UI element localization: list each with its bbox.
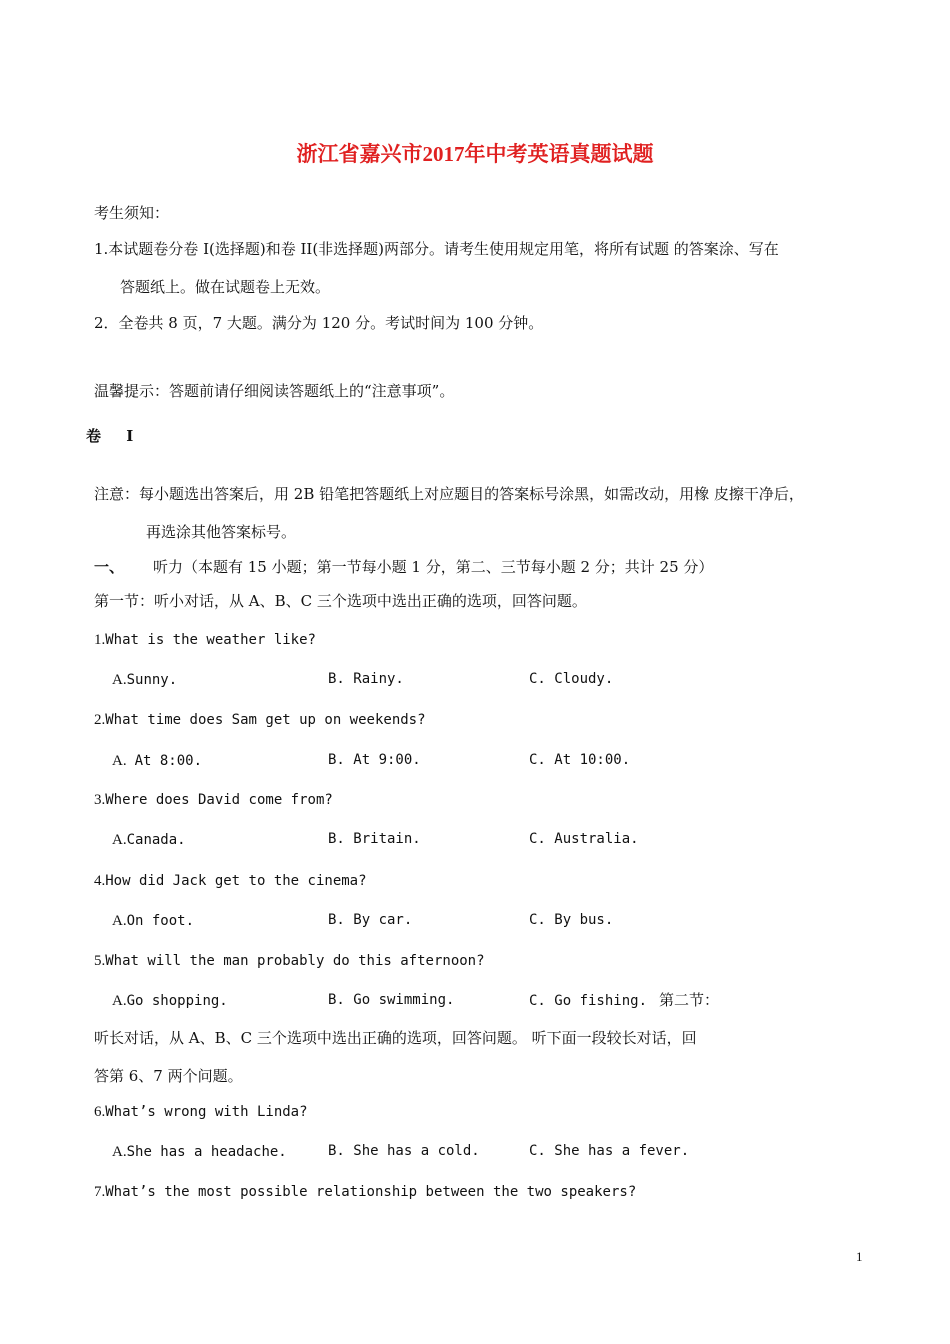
option-a: A. At 8:00. bbox=[112, 753, 203, 769]
option-c: C. Australia. bbox=[529, 831, 639, 847]
tip-text: 温馨提示：答题前请仔细阅读答题纸上的“注意事项”。 bbox=[94, 382, 455, 400]
option-b: B. By car. bbox=[328, 912, 413, 928]
question-text: What’s the most possible relationship between the two speakers? bbox=[105, 1184, 637, 1200]
section-number: 一、 bbox=[94, 558, 125, 576]
option-c: C. Go fishing. 第二节： bbox=[529, 991, 720, 1009]
option-b: B. At 9:00. bbox=[328, 752, 421, 768]
notice-heading: 考生须知： bbox=[94, 204, 170, 222]
option-a: A.She has a headache. bbox=[112, 1144, 287, 1160]
option-b: B. Go swimming. bbox=[328, 992, 455, 1008]
question-5 bbox=[94, 950, 485, 971]
question-7 bbox=[94, 1181, 636, 1202]
part2-instruction-line-2: 答第 6、7 两个问题。 bbox=[94, 1067, 243, 1085]
option-b: B. Rainy. bbox=[328, 671, 404, 687]
page-number: 1 bbox=[856, 1249, 863, 1264]
question-number: 6. bbox=[94, 1104, 106, 1120]
part2-heading: 第二节： bbox=[659, 991, 720, 1009]
question-number: 5. bbox=[94, 953, 106, 969]
question-number: 2. bbox=[94, 712, 106, 728]
notice-item-1-line-1: 1.本试题卷分卷 I(选择题)和卷 II(非选择题)两部分。请考生使用规定用笔，将所有试题 的答案涂、写在 bbox=[94, 240, 779, 258]
option-b: B. Britain. bbox=[328, 831, 421, 847]
question-number: 1. bbox=[94, 632, 106, 648]
question-text: What’s wrong with Linda? bbox=[105, 1104, 308, 1120]
page-title: 浙江省嘉兴市2017年中考英语真题试题 bbox=[296, 142, 654, 166]
question-number: 3. bbox=[94, 792, 106, 808]
question-number: 4. bbox=[94, 873, 106, 889]
question-text: Where does David come from? bbox=[105, 792, 333, 808]
question-text: What will the man probably do this afternoon? bbox=[105, 953, 485, 969]
question-4 bbox=[94, 870, 367, 891]
attention-line-2: 再选涂其他答案标号。 bbox=[146, 523, 297, 541]
option-c: C. Cloudy. bbox=[529, 671, 614, 687]
option-c: C. She has a fever. bbox=[529, 1143, 690, 1159]
question-1 bbox=[94, 629, 316, 650]
option-c: C. By bus. bbox=[529, 912, 614, 928]
notice-item-1-line-2: 答题纸上。做在试题卷上无效。 bbox=[120, 278, 331, 296]
attention-line-1: 注意：每小题选出答案后，用 2B 铅笔把答题纸上对应题目的答案标号涂黑，如需改动，用橡 皮擦干净后， bbox=[94, 485, 804, 503]
question-6 bbox=[94, 1101, 308, 1122]
option-a: A.Go shopping. bbox=[112, 993, 228, 1009]
question-number: 7. bbox=[94, 1184, 106, 1200]
question-text: What time does Sam get up on weekends? bbox=[105, 712, 426, 728]
option-b: B. She has a cold. bbox=[328, 1143, 480, 1159]
question-2 bbox=[94, 709, 426, 730]
volume-label: 卷 I bbox=[86, 427, 134, 445]
option-c: C. At 10:00. bbox=[529, 752, 631, 768]
notice-item-2: 2．全卷共 8 页，7 大题。满分为 120 分。考试时间为 100 分钟。 bbox=[94, 314, 544, 332]
part2-instruction-line-1: 听长对话，从 A、B、C 三个选项中选出正确的选项，回答问题。 听下面一段较长对话，回 bbox=[94, 1029, 697, 1047]
option-a: A.Sunny. bbox=[112, 672, 178, 688]
option-a: A.Canada. bbox=[112, 832, 186, 848]
question-3 bbox=[94, 789, 333, 810]
question-text: What is the weather like? bbox=[105, 632, 316, 648]
part1-instruction: 第一节：听小对话，从 A、B、C 三个选项中选出正确的选项，回答问题。 bbox=[94, 592, 587, 610]
question-text: How did Jack get to the cinema? bbox=[105, 873, 367, 889]
section-heading: 听力（本题有 15 小题；第一节每小题 1 分，第二、三节每小题 2 分；共计 25 分） bbox=[153, 558, 714, 576]
option-a: A.On foot. bbox=[112, 913, 195, 929]
